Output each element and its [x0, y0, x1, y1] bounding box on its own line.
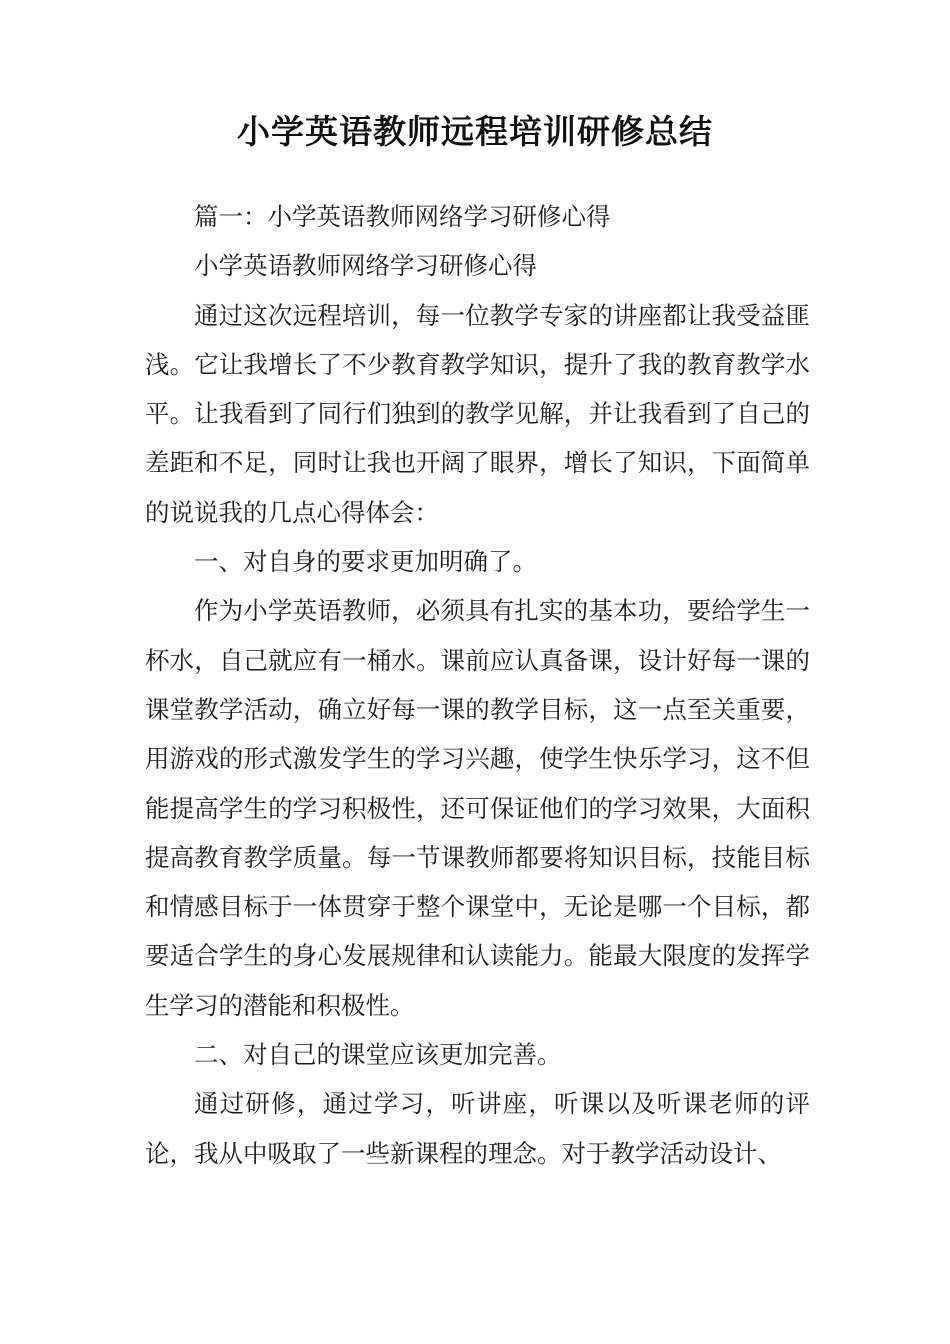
paragraph-subtitle: 小学英语教师网络学习研修心得	[194, 251, 537, 281]
paragraph-intro: 通过这次远程培训，每一位教学专家的讲座都让我受益匪浅。它让我增长了不少教育教学知识，提升了我的教育教学水平。让我看到了同行们独到的教学见解，并让我看到了自己的差距和不足，同时让我也开阔了眼界，增长了知识，下面简单的说说我的几点心得体会：	[145, 300, 810, 527]
paragraph-point-two-heading: 二、对自己的课堂应该更加完善。	[194, 1040, 562, 1070]
paragraph-point-one-body: 作为小学英语教师，必须具有扎实的基本功，要给学生一杯水，自己就应有一桶水。课前应认真备课，设计好每一课的课堂教学活动，确立好每一课的教学目标，这一点至关重要，用游戏的形式激发学生的学习兴趣，使学生快乐学习，这不但能提高学生的学习积极性，还可保证他们的学习效果，大面积提高教育教学质量。每一节课教师都要将知识目标，技能目标和情感目标于一体贯穿于整个课堂中，无论是哪一个目标，都要适合学生的身心发展规律和认读能力。能最大限度的发挥学生学习的潜能和积极性。	[145, 596, 810, 1020]
paragraph-section-heading: 篇一：小学英语教师网络学习研修心得	[194, 202, 611, 231]
paragraph-point-one-heading: 一、对自身的要求更加明确了。	[194, 547, 537, 577]
paragraph-point-two-body: 通过研修，通过学习，听讲座，听课以及听课老师的评论，我从中吸取了一些新课程的理念。对于教学活动设计、	[145, 1089, 810, 1168]
document-title: 小学英语教师远程培训研修总结	[237, 112, 713, 152]
document-body	[145, 192, 810, 1178]
